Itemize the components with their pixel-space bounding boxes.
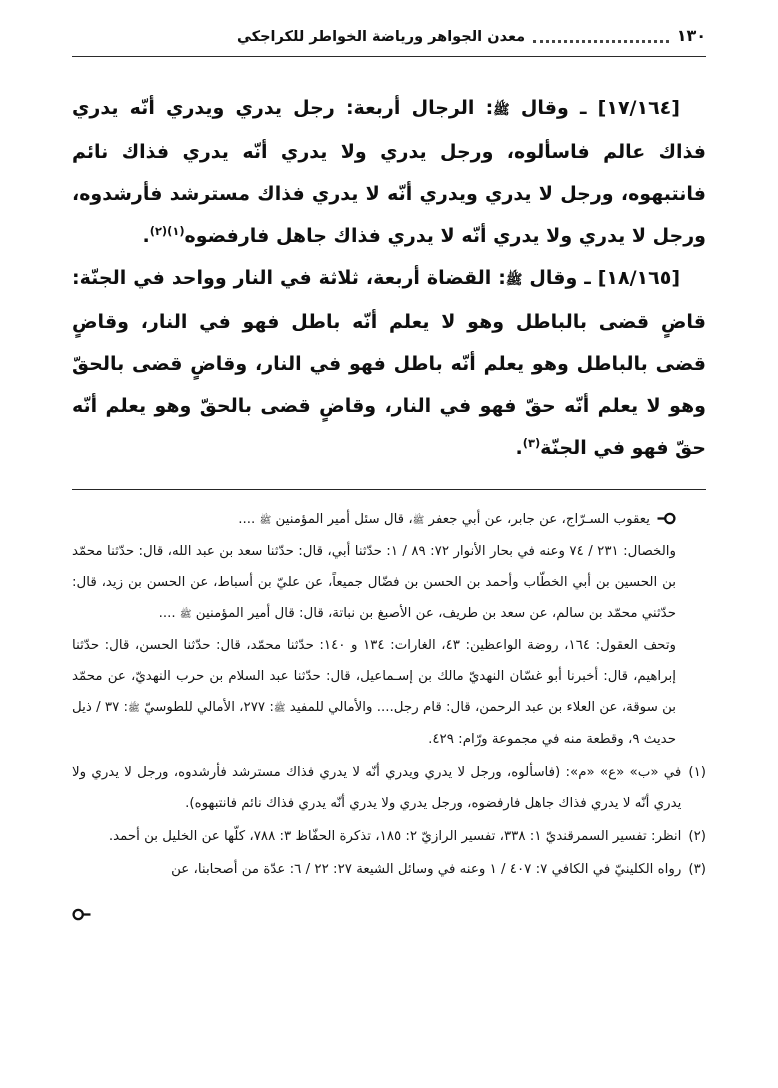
continuation-paragraph: وتحف العقول: ١٦٤، روضة الواعظين: ٤٣، الغارات: ١٣٤ و ١٤٠: حدّثنا محمّد، قال: حدّثنا الحسن، قال: حدّثنا إبراهيم، قال: أخبرنا أبو غسّان النهديّ مالك بن إسـماعيل، قال: حدّثنا عبد السلام بن حرب النهديّ، عن محمّد بن سوقة، عن العلاء بن عبد الرحمن، قال: قام رجل.... والأمالي للمفيد ﷺ: ٢٧٧، الأمالي للطوسيّ ﷺ: ٣٧ / ذيل حديث ٩، وقطعة منه في مجموعة ورّام: ٤٢٩.	[72, 638, 677, 748]
hadith-paragraph: [١٧/١٦٤] ـ وقال ﷺ: الرجال أربعة: رجل يدري ويدري أنّه يدري فذاك عالم فاسألوه، ورجل يدري ولا يدري أنّه يدري فذاك نائم فانتبهوه، ورجل لا يدري ويدري أنّه لا يدري فذاك مسترشد فأرشدوه، ورجل لا يدري ولا يدري أنّه لا يدري فذاك جاهل فارفضوه$^{(١)(٢)}$.	[72, 96, 706, 247]
honorific-icon: ﷺ	[179, 609, 192, 621]
page-continuation-icon	[72, 899, 91, 930]
footnote-number: (٣)	[688, 862, 706, 878]
honorific-icon: ﷺ	[273, 703, 286, 715]
footnote-item	[72, 821, 706, 852]
honorific-icon: ﷺ	[259, 515, 272, 527]
footnote-item	[72, 854, 706, 885]
leader-dots	[533, 40, 669, 43]
footnotes-section	[72, 504, 706, 931]
footnote-continuation-icon	[657, 504, 676, 535]
honorific-icon: ﷺ	[412, 515, 425, 527]
continuation-paragraph	[72, 504, 676, 537]
footnote-separator	[72, 489, 706, 490]
footnote-item	[72, 757, 706, 819]
continuation-text: يعقوب السـرّاج، عن جابر، عن أبي جعفر ﷺ، قال سئل أمير المؤمنين ﷺ ....	[238, 512, 650, 528]
honorific-icon: ﷺ	[505, 271, 523, 288]
footnote-number: (١)	[688, 765, 706, 781]
footnote-text: رواه الكلينيّ في الكافي ٧: ٤٠٧ / ١ وعنه في وسائل الشيعة ٢٧: ٢٢ / ٦: عدّة من أصحابنا، عن	[171, 862, 682, 878]
book-title: معدن الجواهر ورياضة الخواطر للكراجكي	[237, 28, 526, 45]
honorific-icon: ﷺ	[128, 703, 140, 715]
footnote-continuation-block	[72, 504, 676, 756]
page-header	[72, 26, 706, 57]
footnote-text: في «ب» «ع» «م»: (فاسألوه، ورجل لا يدري ويدري أنّه لا يدري فذاك مسترشد فأرشدوه، ورجل لا يدري ولا يدري أنّه لا يدري فذاك جاهل فارفضوه، ورجل يدري ولا يدري أنّه يدري فذاك نائم فانتبهوه).	[72, 765, 682, 812]
running-head-row	[72, 26, 706, 47]
honorific-icon: ﷺ	[493, 101, 510, 118]
continuation-paragraph: والخصال: ٢٣١ / ٧٤ وعنه في بحار الأنوار ٧٢: ٨٩ / ١: حدّثنا أبي، قال: حدّثنا سعد بن عبد الله، قال: حدّثنا محمّد بن الحسين بن أبي الخطّاب وأحمد بن الحسن بن فضّال جميعاً، عن عليّ بن أسباط، عن الحسن بن زيد، قال: حدّثني محمّد بن سالم، عن سعد بن طريف، عن الأصبغ بن نباتة، قال: قال أمير المؤمنين ﷺ ....	[72, 544, 676, 622]
footnote-text: انظر: تفسير السمرقنديّ ١: ٣٣٨، تفسير الرازيّ ٢: ١٨٥، تذكرة الحفّاظ ٣: ٧٨٨، كلّها عن الخليل بن أحمد.	[108, 829, 682, 845]
header-rule	[72, 56, 706, 57]
footnote-number: (٢)	[688, 829, 706, 845]
main-text	[72, 87, 706, 469]
hadith-paragraph: [١٨/١٦٥] ـ وقال ﷺ: القضاة أربعة، ثلاثة في النار وواحد في الجنّة: قاضٍ قضى بالباطل وهو لا يعلم أنّه باطل فهو في النار، وقاضٍ قضى بالباطل وهو يعلم أنّه باطل فهو في النار، وقاضٍ قضى بالحقّ وهو لا يعلم أنّه حقّ فهو في النار، وقاضٍ قضى بالحقّ وهو يعلم أنّه حقّ فهو في الجنّة$^{(٣)}$.	[72, 266, 706, 459]
page-end-marker-row	[72, 899, 706, 931]
page-number: ١٣٠	[676, 26, 706, 45]
